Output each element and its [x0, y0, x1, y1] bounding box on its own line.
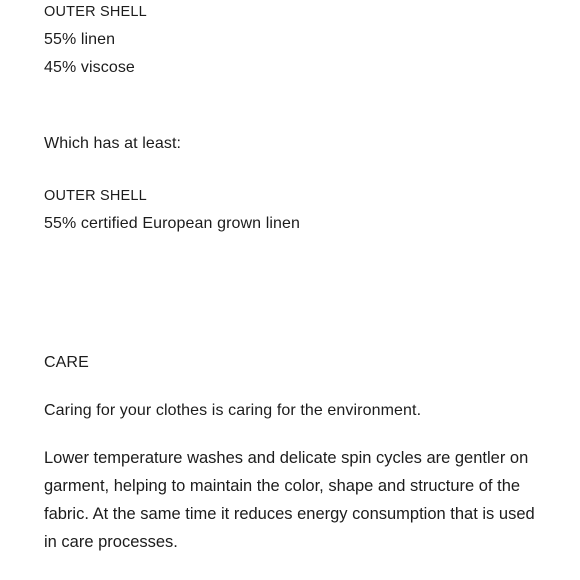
certified-title: OUTER SHELL	[44, 188, 147, 204]
composition-item-viscose: 45% viscose	[44, 59, 135, 76]
certified-item-linen: 55% certified European grown linen	[44, 215, 301, 232]
composition-title: OUTER SHELL	[44, 4, 147, 20]
care-body: Lower temperature washes and delicate spin cycles are gentler on garment, helping to maintain the color, shape and structure of the fabric. At the same time it reduces energy consumption that is used in care processes.	[44, 449, 535, 551]
care-title: CARE	[44, 354, 89, 371]
composition-item-linen: 55% linen	[44, 31, 116, 48]
care-intro: Caring for your clothes is caring for the environment.	[44, 402, 422, 419]
certified-intro: Which has at least:	[44, 135, 182, 152]
